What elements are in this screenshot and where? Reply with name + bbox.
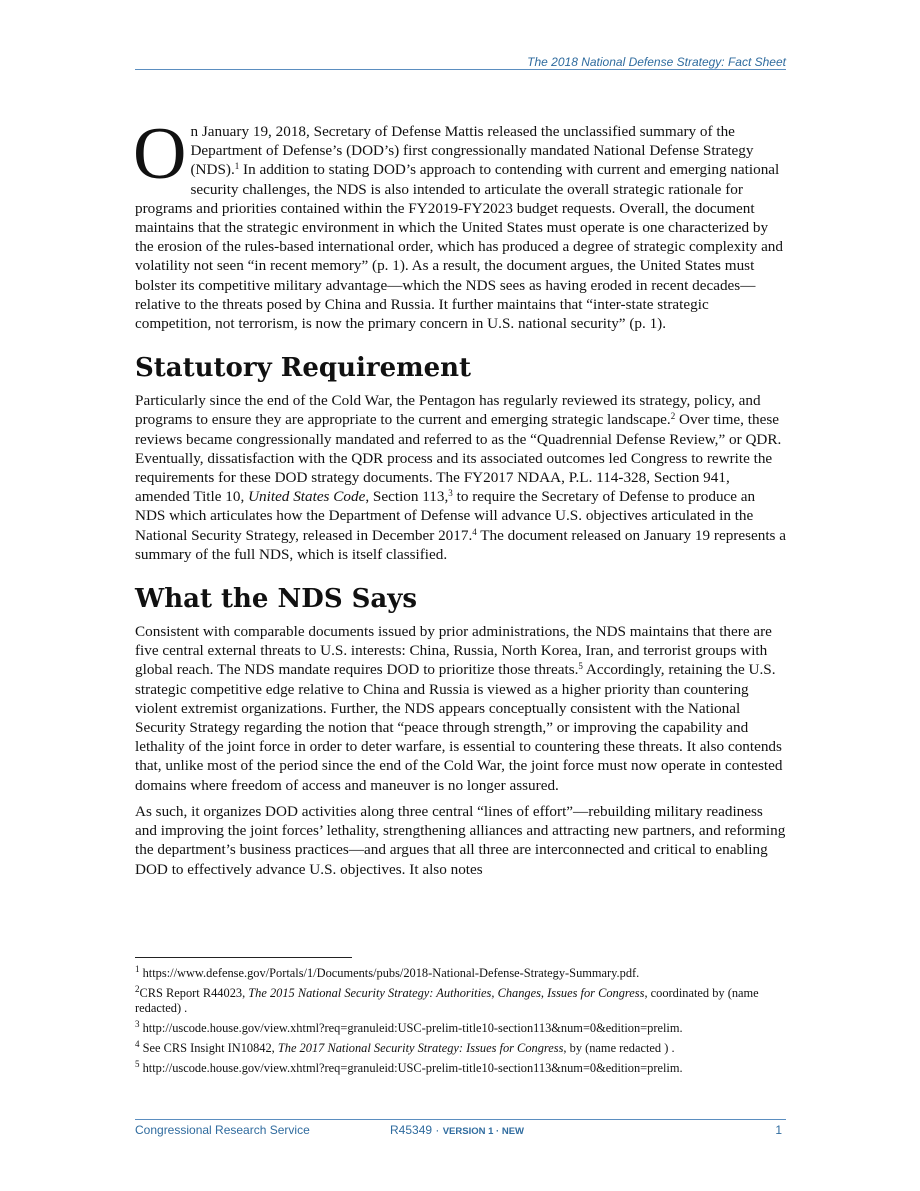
page-number: 1 <box>775 1123 782 1137</box>
footnote-divider <box>135 957 352 958</box>
section-heading-nds-says: What the NDS Says <box>135 584 418 615</box>
intro-text-b: In addition to stating DOD’s approach to contending with current and emerging national security challenges, the NDS is also intended to articulate the overall strategic rationale for programs and priorities contained within the FY2019-FY2023 budget requests. Overall, the document maintains that the strategic environment in which the United States must operate is one characterized by the erosion of the rules-based international order, which has produced a degree of strategic complexity and volatility not seen “in recent memory” (p. 1). As a result, the document argues, the United States must bolster its competitive military advantage—which the NDS sees as having eroded in recent decades—relative to the threats posed by China and Russia. It further maintains that “inter-state strategic competition, not terrorism, is now the primary concern in U.S. national security” (p. 1). <box>135 161 783 333</box>
footer-report-id <box>390 1123 524 1137</box>
section-heading-statutory: Statutory Requirement <box>135 353 472 384</box>
footnote-number: 3 <box>135 1019 140 1029</box>
statutory-paragraph <box>135 391 786 564</box>
footnote-2 <box>135 986 786 1016</box>
footnote-link[interactable]: http://uscode.house.gov/view.xhtml?req=granuleid:USC-prelim-title10-section113&num=0&edition=prelim. <box>139 1021 683 1035</box>
header-divider <box>135 69 786 70</box>
footnote-number: 1 <box>135 964 140 974</box>
footnote-link[interactable]: https://www.defense.gov/Portals/1/Documents/pubs/2018-National-Defense-Strategy-Summary.pdf. <box>139 966 640 980</box>
statutory-text-d: , Section 113, <box>365 488 449 506</box>
drop-cap: O <box>133 113 187 195</box>
statutory-text-b: Over time, these reviews became congressionally mandated and referred to as the “Quadrennial Defense Review,” or QDR. Eventually, dissatisfaction with the QDR process and its associated outcomes led Congress to rewrite the requirements for these DOD strategy documents. The FY2017 NDAA, P.L. 114-328, Section 941, amended Title 10, <box>135 411 782 506</box>
page-footer <box>135 1123 786 1139</box>
footnote-title: The 2015 National Security Strategy: Authorities, Changes, Issues for Congress <box>248 986 645 1000</box>
statutory-text-f: The document released on January 19 represents a summary of the full NDS, which is itself classified. <box>135 526 787 563</box>
footnote-4 <box>135 1041 786 1056</box>
footnote-5 <box>135 1061 786 1076</box>
footnote-number: 4 <box>135 1039 140 1049</box>
running-header: The 2018 National Defense Strategy: Fact Sheet <box>527 55 786 69</box>
document-body <box>133 113 787 886</box>
footnote-ref-1[interactable]: 1 <box>234 161 240 172</box>
footnote-3 <box>135 1021 786 1036</box>
statutory-text-a: Particularly since the end of the Cold War, the Pentagon has regularly reviewed its strategy, policy, and programs to ensure they are appropriate to the current and emerging strategic landscape. <box>135 392 761 429</box>
intro-text-a: n January 19, 2018, Secretary of Defense Mattis released the unclassified summary of the Department of Defense’s (DOD’s) first congressionally mandated National Defense Strategy (NDS). <box>190 123 754 179</box>
nds-text-a: Consistent with comparable documents issued by prior administrations, the NDS maintains that there are five central external threats to U.S. interests: China, Russia, North Korea, Iran, and terrorist groups with global reach. The NDS mandate requires DOD to prioritize those threats. <box>135 623 772 679</box>
statutory-italic-usc: United States Code <box>248 488 366 506</box>
statutory-text-e: to require the Secretary of Defense to produce an NDS which articulates how the Department of Defense will advance U.S. objectives articulated in the National Security Strategy, released in December 2017. <box>135 488 756 544</box>
footnote-number: 2 <box>135 984 140 994</box>
footnote-ref-3[interactable]: 3 <box>448 488 453 499</box>
footer-org: Congressional Research Service <box>135 1123 310 1137</box>
footnote-text: , coordinated by (name redacted) . <box>135 986 759 1015</box>
footnote-title: The 2017 National Security Strategy: Issues for Congress <box>277 1041 564 1055</box>
report-number: R45349 · <box>390 1123 443 1137</box>
footnote-1 <box>135 966 786 981</box>
nds-text-b: Accordingly, retaining the U.S. strategic competitive edge relative to China and Russia is viewed as a higher priority than countering violent extremist organizations. Further, the NDS appears conceptually consistent with the National Security Strategy regarding the notion that “peace through strength,” or improving the capability and lethality of the joint force in order to deter warfare, is essential to countering these threats. It also contends that, unlike most of the period since the end of the Cold War, the joint force must now operate in contested domains where freedom of access and maneuver is no longer assured. <box>135 661 783 794</box>
footnote-ref-4[interactable]: 4 <box>472 526 477 537</box>
footnote-link[interactable]: http://uscode.house.gov/view.xhtml?req=granuleid:USC-prelim-title10-section113&num=0&edition=prelim. <box>139 1061 683 1075</box>
footnote-ref-2[interactable]: 2 <box>670 411 676 422</box>
nds-paragraph-1 <box>135 622 786 795</box>
intro-paragraph <box>133 113 786 333</box>
footnote-text: , by (name redacted ) . <box>563 1041 675 1055</box>
footer-divider <box>135 1119 786 1120</box>
version-label: VERSION 1 · NEW <box>442 1126 524 1137</box>
nds-paragraph-2: As such, it organizes DOD activities along three central “lines of effort”—rebuilding military readiness and improving the joint forces’ lethality, strengthening alliances and attracting new partners, and reforming the department’s business practices—and argues that all three are interconnected and critical to enabling DOD to effectively advance U.S. objectives. It also notes <box>135 802 786 878</box>
footnote-text: See CRS Insight IN10842, <box>139 1041 278 1055</box>
footnotes <box>135 966 786 1081</box>
footnote-ref-5[interactable]: 5 <box>578 661 583 672</box>
footnote-text: CRS Report R44023, <box>139 986 249 1000</box>
footnote-number: 5 <box>135 1059 140 1069</box>
